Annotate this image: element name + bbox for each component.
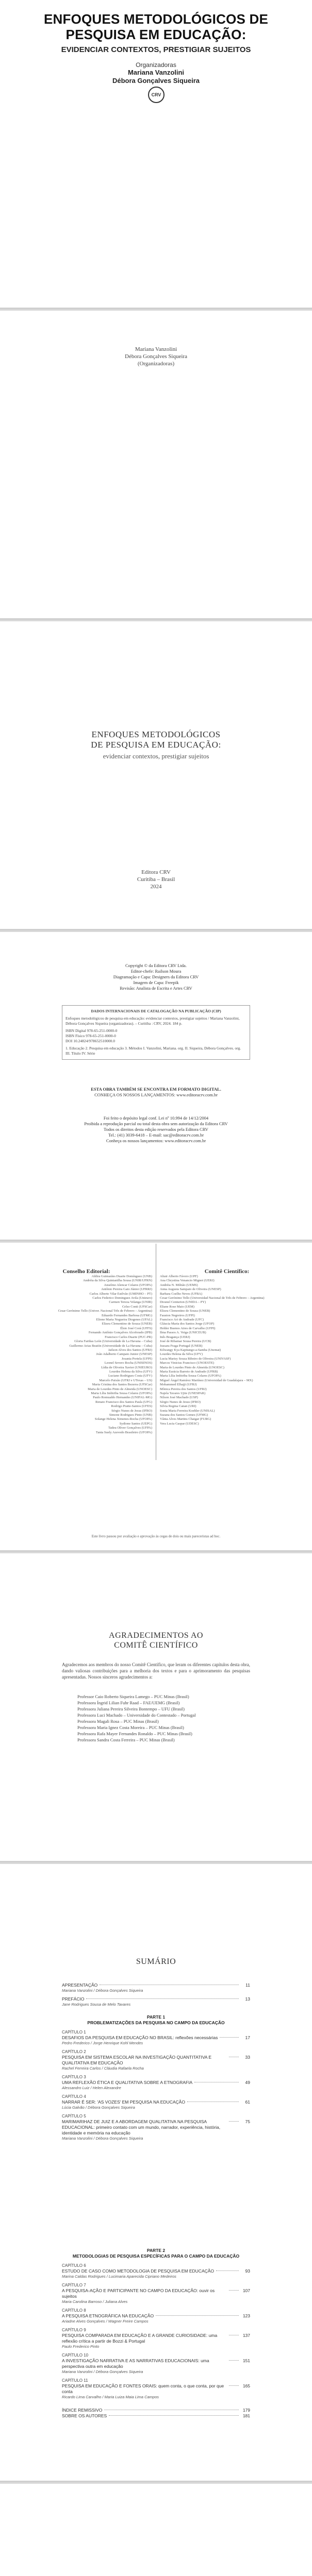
chapter-authors: Mariana Vanzolini / Débora Gonçalves Siqueira — [62, 2369, 143, 2374]
scientific-committee-member: Barbara Coelho Neves (UFBA) — [160, 1292, 203, 1296]
publisher-city: Curitiba – Brasil — [137, 876, 175, 883]
editorial-board-member: Simone Rodrigues Pinto (UNB) — [109, 1413, 152, 1417]
catalog-body: Enfoques metodológicos de pesquisa em educação: evidenciar contextos, prestigiar sujeitos / Mariana Vanzolini, Débora Gonçalves Siqueira (organizadoras). – Curitiba : CRV, 2024. 184 p. — [65, 1016, 240, 1026]
editorial-board-member: Elizeu Clementino de Souza (UNEB) — [102, 1322, 152, 1326]
toc-leader-dots — [216, 2270, 239, 2271]
half-title-organizer-2: Débora Gonçalves Siqueira — [125, 353, 187, 360]
scientific-committee-member: Cesar Gerónimo Tello (Universidad Nacional de Três de Febrero – Argentina) — [160, 1296, 265, 1300]
chapter-authors: Maria Carolina Barroso / Juliana Alves — [62, 2299, 128, 2304]
toc-entry[interactable] — [62, 1996, 250, 2002]
scientific-committee-member: Altair Alberto Fávero (UPF) — [160, 1275, 198, 1278]
editorial-board-member: Renato Francisco dos Santos Paula (UFG) — [95, 1400, 152, 1404]
toc-leader-dots — [86, 1998, 239, 1999]
scientific-committee-member: Fauston Negreiros (UFPI) — [160, 1313, 195, 1317]
contact-phone: Tel.: (41) 3039-6418 – E-mail: sac@editoracrv.com.br — [108, 1132, 204, 1138]
chapter-authors: Ariadne Alves Gonçalves / Wagner Freire Campos — [62, 2319, 149, 2324]
scientific-committee-member: Najela Tavares Ujiie (UNESPAR) — [160, 1391, 206, 1395]
editorial-board-member: Celso Conti (UFSCar) — [122, 1304, 152, 1309]
editorial-board-member: Carlos Federico Dominguez Avila (Unieuro) — [92, 1296, 152, 1300]
toc-leader-dots — [229, 2290, 239, 2291]
chapter-number: CAPÍTULO 4 — [62, 2094, 86, 2099]
ack-title-line-1: AGRADECIMENTOS AO — [109, 1631, 203, 1640]
digital-notice: ESTA OBRA TAMBÉM SE ENCONTRA EM FORMATO DIGITAL. — [91, 1087, 221, 1092]
chapter-title: A PESQUISA ETNOGRÁFICA NA EDUCAÇÃO — [62, 2313, 154, 2318]
copyright-page — [0, 932, 312, 1241]
editorial-board-member: Andréia da Silva Quintanilha Sousa (UNIR/UFRN) — [83, 1279, 152, 1283]
toc-entry[interactable] — [62, 2408, 250, 2413]
review-credit: Revisão: Analista de Escrita e Artes CRV — [120, 986, 192, 991]
reproduction-notice: Proibida a reprodução parcial ou total desta obra sem autorização da Editora CRV — [84, 1121, 228, 1126]
toc-page-number: 33 — [245, 2055, 250, 2060]
editorial-board-member: Tania Suely Azevedo Brasileiro (UFOPA) — [95, 1430, 152, 1434]
scientific-committee-member: Mohammed Elhajji (UFRJ) — [160, 1383, 197, 1387]
ack-member: Professor Caio Roberto Siqueira Lamego – PUC Minas (Brasil) — [77, 1694, 189, 1699]
editorial-boards-page — [0, 1243, 312, 1552]
toc-authors: Jane Rodrigues Sousa de Melo Tavares — [62, 2002, 131, 2007]
toc-leader-dots — [220, 2037, 239, 2038]
title-page — [0, 621, 312, 930]
toc-leader-dots — [229, 2385, 239, 2386]
chapter-number: CAPÍTULO 9 — [62, 2328, 86, 2332]
cover-title: ENFOQUES METODOLÓGICOS DE PESQUISA EM EDUCAÇÃO: — [43, 11, 268, 42]
editorial-board-member: Jailson Alves dos Santos (UFRJ) — [108, 1348, 152, 1352]
chapter-title: PESQUISA EM SISTEMA ESCOLAR NA INVESTIGAÇÃO QUANTITATIVA E QUALITATIVA EM EDUCAÇÃO — [62, 2055, 212, 2065]
chapter-number: CAPÍTULO 3 — [62, 2075, 86, 2079]
toc-entry-label: APRESENTAÇÃO — [62, 1982, 98, 1988]
chapter-entry[interactable] — [62, 2099, 250, 2105]
chapter-authors: Marina Caldas Rodrigues / Lucimaria Aparecida Cipriano Medeiros — [62, 2274, 176, 2279]
catalog-footer: 1. Educação 2. Pesquisa em educação 3. Métodos I. Vanzolini, Mariana. org. II. Siqueira, Débora Gonçalves. org. III. Título IV. Série — [65, 1046, 241, 1056]
scientific-committee-member: Helder Buenos Aires de Carvalho (UFPI) — [160, 1326, 216, 1330]
chapter-title: ESTUDO DE CASO COMO METODOLOGIA DE PESQUISA EM EDUCAÇÃO — [62, 2268, 215, 2274]
toc-page-number: 181 — [242, 2413, 250, 2418]
organizer-1: Mariana Vanzolini — [127, 69, 185, 76]
toc-page-number: 151 — [242, 2358, 250, 2363]
half-title-label: (Organizadoras) — [137, 361, 175, 367]
editorial-board-member: Cesar Gerónimo Tello (Univer. Nacional Três de Febrero – Argentina) — [58, 1309, 152, 1313]
scientific-committee-member: Marcos Vinicius Francisco (UNOESTE) — [160, 1361, 215, 1365]
scientific-committee-member: Silvia Regina Canan (URI) — [160, 1404, 196, 1409]
chapter-title: DESAFIOS DA PESQUISA EM EDUCAÇÃO NO BRASIL: reflexões necessárias — [62, 2035, 218, 2040]
toc-page-number: 165 — [242, 2383, 250, 2388]
publisher-site[interactable]: Conheça os nossos lançamentos: www.editoracrv.com.br — [106, 1138, 206, 1143]
legal-deposit: Foi feito o depósito legal conf. Lei nº 10.994 de 14/12/2004 — [103, 1115, 209, 1121]
toc-page-number: 75 — [245, 2119, 250, 2124]
chapter-authors: Mariana Vanzolini / Débora Gonçalves Siqueira — [62, 2136, 143, 2141]
scientific-committee-member: Elizeu Clementino de Souza (UNEB) — [160, 1309, 210, 1313]
editorial-board-member: Rodrigo Pratte-Santos (UFES) — [111, 1404, 152, 1409]
scientific-committee-member: Lucia Marisy Souza Ribeiro de Oliveira (UNIVASF) — [160, 1357, 231, 1361]
chapter-title: NARRAR É SER: 'AS VOZES' EM PESQUISA NA EDUCAÇÃO — [62, 2099, 185, 2105]
toc-page-number: 93 — [245, 2268, 250, 2274]
chapter-number: CAPÍTULO 2 — [62, 2049, 86, 2054]
chapter-entry[interactable] — [62, 2035, 250, 2041]
chapter-number: CAPÍTULO 10 — [62, 2353, 89, 2358]
publisher-logo: CRV — [148, 87, 165, 103]
chapter-entry[interactable] — [62, 2313, 250, 2319]
chapter-authors: Lúcia Galvão / Débora Gonçalves Siqueira — [62, 2105, 135, 2110]
editorial-board-list — [21, 1275, 152, 1435]
toc-leader-dots — [156, 2315, 239, 2316]
scientific-committee-member: Francisco Ari de Andrade (UFC) — [160, 1318, 204, 1322]
editorial-board-member: Gloria Fariñas León (Universidade de La Havana – Cuba) — [74, 1340, 152, 1344]
title-line-1: ENFOQUES METODOLÓGICOS — [91, 730, 221, 739]
toc-body — [62, 1982, 250, 2419]
title-line-2: DE PESQUISA EM EDUCAÇÃO: — [91, 740, 221, 750]
scientific-committee-member: Eliane Rose Maio (UEM) — [160, 1304, 194, 1309]
half-title-page — [0, 311, 312, 620]
editorial-board-member: Maria de Lourdes Pinto de Almeida (UNOESC) — [88, 1387, 152, 1391]
scientific-committee-member: Maria Lília Imbiriba Sousa Colares (UFOPA) — [160, 1374, 221, 1378]
chapter-number: CAPÍTULO 11 — [62, 2378, 88, 2383]
editorial-board-member: Solange Helena Ximenes-Rocha (UFOPA) — [94, 1417, 152, 1421]
scientific-committee-member: Maria de Lourdes Pinto de Almeida (UNOESC) — [160, 1365, 224, 1369]
scientific-committee-member: Sonia Maria Ferreira Koehler (UNISAL) — [160, 1409, 215, 1413]
scientific-committee-member: Lourdes Helena da Silva (UFV) — [160, 1352, 203, 1357]
isbn-digital: ISBN Digital 978-65-251-0000-0 — [65, 1028, 118, 1033]
chapter-authors: Pedro Frederico / Jorge Henrique Kohl Mendes — [62, 2041, 143, 2045]
editorial-board-member: Francisco Carlos Duarte (PUC-PR) — [105, 1335, 152, 1339]
scientific-committee-member: Sérgio Nunes de Jesus (IFRO) — [160, 1400, 201, 1404]
toc-page-number: 17 — [245, 2035, 250, 2040]
scientific-committee-member: Vânia Alves Martins Chaigar (FURG) — [160, 1417, 211, 1421]
scientific-committee-member: Kilwangy Kya Kapitango-a-Samba (Unemat) — [160, 1348, 221, 1352]
toc-entry[interactable] — [62, 2413, 250, 2419]
ack-member: Professora Sandra Costa Ferreira – PUC Minas (Brasil) — [77, 1737, 175, 1742]
editorial-board-member: Aldira Guimarães Duarte Domínguez (UNB) — [91, 1275, 152, 1278]
scientific-committee-member: Mônica Pereira dos Santos (UFRJ) — [160, 1387, 207, 1391]
toc-leader-dots — [229, 2360, 239, 2361]
editorial-board-member: Maria Lília Imbiriba Sousa Colares (UFOPA) — [91, 1391, 152, 1395]
chapter-number: CAPÍTULO 7 — [62, 2283, 86, 2287]
chapter-entry[interactable] — [62, 2119, 250, 2136]
editorial-board-member: Carmen Tereza Velanga (UNIR) — [109, 1300, 152, 1304]
scientific-committee-member: Anna Augusta Sampaio de Oliveira (UNESP) — [160, 1287, 221, 1292]
chapter-title: MARIMARIHAZ DE JUIZ E A ABORDAGEM QUALITATIVA NA PESQUISA EDUCACIONAL: primeiro contato com um mundo, narrador, experiência, história, identidade e memória na educação — [62, 2119, 221, 2136]
toc-page-number: 49 — [245, 2080, 250, 2085]
scientific-committee-member: Andréia N. Militão (UEMS) — [160, 1283, 198, 1287]
part-2-title: METODOLOGIAS DE PESQUISA ESPECÍFICAS PARA O CAMPO DA EDUCAÇÃO — [72, 2253, 240, 2259]
editorial-board-member: Anselmo Alencar Colares (UFOPA) — [104, 1283, 152, 1287]
editorial-board-member: Sydione Santos (UEPG) — [119, 1421, 152, 1426]
layout-credit: Diagramação e Capa: Designers da Editora CRV — [113, 974, 199, 979]
editorial-board-member: João Adalberto Campato Junior (UNESP) — [96, 1352, 152, 1357]
doi: DOI 10.24824/978652510000.0 — [65, 1039, 116, 1043]
organizers-label: Organizadoras — [136, 61, 176, 69]
chapter-entry[interactable] — [62, 2055, 250, 2066]
ack-member: Professora Íngrid Lilian Fuhr Raad – FAE/UEMG (Brasil) — [77, 1700, 180, 1705]
chapter-authors: Paulo Frederico Pinto — [62, 2344, 100, 2349]
isbn-print: ISBN Físico 978-65-251-0000-0 — [65, 1033, 116, 1038]
toc-page-number: 123 — [242, 2313, 250, 2318]
editorial-board-member: Maria Cristina dos Santos Bezerra (UFSCar) — [92, 1383, 152, 1387]
title-page-subtitle: evidenciar contextos, prestigiar sujeitos — [103, 752, 209, 760]
chapter-title: A PESQUISA-AÇÃO E PARTICIPANTE NO CAMPO DA EDUCAÇÃO: ouvir os sujeitos — [62, 2288, 215, 2299]
editorial-board-member: Leonel Severo Rocha (UNISINOS) — [104, 1361, 152, 1365]
ack-intro: Agradecemos aos membros do nosso Comitê Científico, que leram os diferentes capítulos desta obra, dando valiosas contribuições para a melhoria dos textos e para o aprimoramento das pesquisas apresentadas. Nossos sinceros agradecimentos a: — [62, 1662, 250, 1680]
toc-authors: Mariana Vanzolini / Débora Gonçalves Siqueira — [62, 1988, 143, 1993]
editorial-board-member: Josania Portela (UFPI) — [121, 1357, 152, 1361]
editorial-board-member: Marcelo Paixão (UFRJ e UTexas – US) — [99, 1378, 152, 1382]
rights-reserved: Todos os direitos desta edição reservados pela Editora CRV — [104, 1127, 208, 1132]
toc-page-number: 179 — [242, 2408, 250, 2413]
ack-title-line-2: COMITÊ CIENTÍFICO — [114, 1641, 198, 1650]
acknowledgements-page — [0, 1553, 312, 1862]
editorial-board-member: Fernando Antônio Gonçalves Alcoforado (IPB) — [88, 1331, 152, 1335]
chapter-title: PESQUISA EM EDUCAÇÃO E FONTES ORAIS: quem conta, o que conta, por que conta — [62, 2383, 224, 2394]
organizer-2: Débora Gonçalves Siqueira — [112, 77, 200, 84]
scientific-committee-member: Maria Eurácia Barreto de Andrade (UFRB) — [160, 1369, 218, 1374]
toc-page-number: 61 — [245, 2099, 250, 2105]
editorial-board-member: Elione Maria Nogueira Diogenes (UFAL) — [96, 1318, 152, 1322]
toc-entry-label: ÍNDICE REMISSIVO — [62, 2408, 103, 2413]
editorial-board-member: Lourdes Helena da Silva (UFV) — [109, 1369, 152, 1374]
toc-entry[interactable] — [62, 1982, 250, 1988]
ack-member: Professora Rafa Mayer Fernandes Ronaldo – PUC Minas (Brasil) — [77, 1731, 192, 1736]
editorial-board-member: Lídia de Oliveira Xavier (UNIEURO) — [101, 1365, 152, 1369]
table-of-contents-page — [0, 1864, 312, 2482]
scientific-committee-member: Ilma Passos A. Veiga (UNICEUB) — [160, 1331, 206, 1335]
ack-member: Professora Juliana Pereira Silveira Bontempo – UFU (Brasil) — [77, 1706, 185, 1711]
scientific-committee-member: Jussara Fraga Portugal (UNEB) — [160, 1344, 203, 1348]
chapter-number: CAPÍTULO 5 — [62, 2114, 86, 2119]
toc-page-number: 13 — [245, 1996, 250, 2002]
scientific-committee-member: Vera Lucia Gaspar (UDESC) — [160, 1421, 199, 1426]
chapter-entry[interactable] — [62, 2358, 250, 2369]
editorial-board-member: Antônio Pereira Gaio Júnior (UFRRJ) — [101, 1287, 152, 1292]
ack-member: Professora Maria Ignez Costa Moreira – PUC Minas (Brasil) — [77, 1725, 184, 1730]
part-2-label: PARTE 2 — [146, 2248, 166, 2253]
chapter-number: CAPÍTULO 1 — [62, 2030, 86, 2035]
part-1-title: PROBLEMATIZAÇÕES DA PESQUISA NO CAMPO DA EDUCAÇÃO — [87, 2020, 225, 2025]
scientific-committee-member: Inês Bragança (UERJ) — [160, 1335, 190, 1339]
chapter-authors: Alessandro Luiz / Helen Alexandre — [62, 2086, 121, 2090]
toc-leader-dots — [229, 2121, 239, 2122]
scientific-committee-member: Diosnel Centurion (UNIDA – PY) — [160, 1300, 206, 1304]
scientific-committee-list — [160, 1275, 294, 1426]
peer-review-note: Este livro passou por avaliação e aprovação às cegas de dois ou mais pareceristas ad hoc. — [91, 1534, 221, 1538]
catalog-heading: DADOS INTERNACIONAIS DE CATALOGAÇÃO NA PUBLICAÇÃO (CIP) — [91, 1009, 221, 1013]
chapter-title: PESQUISA COMPARADA EM EDUCAÇÃO E A GRANDE CURIOSIDADE: uma reflexão crítica a partir de Bozzi & Portugal — [62, 2333, 218, 2344]
toc-entry-label: SOBRE OS AUTORES — [62, 2413, 107, 2418]
half-title-organizer-1: Mariana Vanzolini — [135, 346, 177, 352]
part-1-label: PARTE 1 — [146, 2014, 166, 2020]
chapter-authors: Ricardo Lima Carvalho / Maria Luiza Maia Lima Campos — [62, 2395, 159, 2399]
presentation-page — [0, 2484, 312, 2576]
toc-leader-dots — [109, 2415, 239, 2416]
ack-member: Professora Luci Machado – Universidade do Contestado – Portugal — [77, 1713, 196, 1718]
scientific-committee-member: Míguel Ángel Ramírez Martínez (Universidad de Guadalajara – MX) — [160, 1378, 253, 1382]
editorial-board-member: Carlos Alberto Vilar Estêvão (UMINHO – PT) — [89, 1292, 152, 1296]
cover-image-credit: Imagem de Capa: Freepik — [133, 980, 179, 985]
editorial-board-title: Conselho Editorial: — [62, 1268, 110, 1275]
editorial-board-member: Sérgio Nunes de Jesus (IFRO) — [111, 1409, 152, 1413]
editorial-board-member: Paulo Romualdo Hernandes (UNIFAL-MG) — [93, 1396, 152, 1400]
ack-members-list — [77, 1693, 248, 1743]
chapter-authors: Rachel Ferreira Carlos / Cláudia Rafaela Rocha — [62, 2066, 144, 2071]
chapter-title: UMA REFLEXÃO ÉTICA E QUALITATIVA SOBRE A ETNOGRAFIA — [62, 2080, 193, 2085]
chapter-entry[interactable] — [62, 2268, 250, 2274]
chapter-number: CAPÍTULO 8 — [62, 2308, 86, 2313]
publisher-name: Editora CRV — [141, 869, 171, 875]
cataloging-box — [62, 1005, 250, 1060]
chapter-number: CAPÍTULO 6 — [62, 2263, 86, 2268]
editorial-board-member: Tadeu Oliver Gonçalves (UFPA) — [108, 1426, 152, 1430]
publication-year: 2024 — [150, 884, 162, 890]
toc-page-number: 107 — [242, 2288, 250, 2293]
toc-page-number: 11 — [245, 1982, 250, 1988]
cover-page — [0, 0, 312, 309]
chapter-entry[interactable] — [62, 2288, 250, 2299]
copyright-line: Copyright © da Editora CRV Ltda. — [125, 963, 187, 968]
chapter-title: A INVESTIGAÇÃO NARRATIVA E AS NARRATIVAS EDUCACIONAIS: uma perspectiva outra em educação — [62, 2358, 209, 2369]
ack-member: Professora Magali Rosa – PUC Minas (Brasil) — [77, 1719, 159, 1724]
editorial-board-member: Eduardo Fernandes Barbosa (UFMG) — [101, 1313, 152, 1317]
scientific-committee-member: Nilson José Machado (USP) — [160, 1396, 198, 1400]
chapter-entry[interactable] — [62, 2383, 250, 2395]
toc-entry-label: PREFÁCIO — [62, 1996, 85, 2002]
toc-page-number: 137 — [242, 2333, 250, 2338]
scientific-committee-member: Gláucia Maria dos Santos Jorge (UFOP) — [160, 1322, 215, 1326]
scientific-committee-member: Ana Chrystina Venancio Mignot (UERJ) — [160, 1279, 215, 1283]
cover-subtitle: EVIDENCIAR CONTEXTOS, PRESTIGIAR SUJEITOS — [61, 45, 251, 54]
chapter-entry[interactable] — [62, 2080, 250, 2086]
scientific-committee-member: José de Ribamar Sousa Pereira (UCB) — [160, 1340, 211, 1344]
chapter-entry[interactable] — [62, 2333, 250, 2344]
editor-chief: Editor-chefe: Railson Moura — [130, 969, 182, 974]
editorial-board-member: Luciano Rodrigues Costa (UFV) — [108, 1374, 152, 1378]
toc-title: SUMÁRIO — [136, 1957, 176, 1966]
scientific-committee-member: Suzana dos Santos Gomes (UFMG) — [160, 1413, 208, 1417]
editorial-board-member: Élsio José Corá (UFFS) — [120, 1326, 152, 1330]
editorial-board-member: Guillermo Arias Beatón (Universidade de La Havana – Cuba) — [69, 1344, 152, 1348]
launches-notice: CONHEÇA OS NOSSOS LANÇAMENTOS: www.editoracrv.com.br — [94, 1092, 218, 1097]
scientific-committee-title: Comitê Científico: — [204, 1268, 250, 1275]
